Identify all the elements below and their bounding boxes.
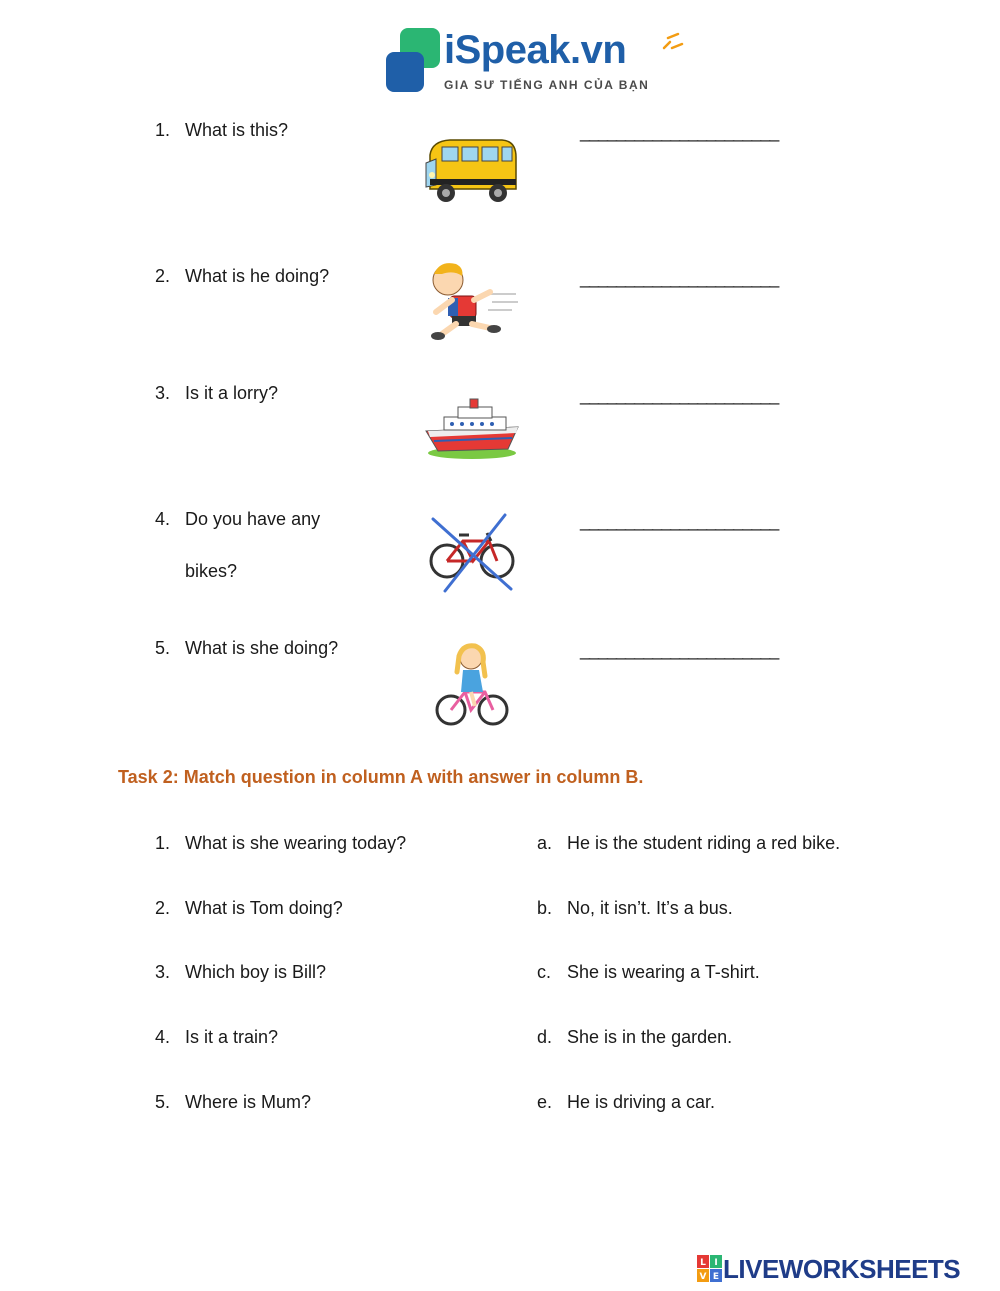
answer-blank-5[interactable]: ______________________ [580, 640, 779, 660]
running-boy-picture [420, 258, 520, 343]
task1-question-4: 4. Do you have any [155, 509, 321, 529]
liveworksheets-badge-icon [697, 1255, 723, 1283]
ispeak-logo [384, 26, 684, 98]
ispeak-logo-icon [384, 26, 444, 98]
liveworksheets-footer [697, 1254, 960, 1284]
column-b-item-e: e. He is driving a car. [537, 1092, 716, 1112]
badge-letter-v: V [699, 1272, 707, 1282]
badge-letter-i: I [714, 1258, 718, 1268]
column-b-item-b: b. No, it isn’t. It’s a bus. [537, 898, 733, 918]
answer-blank-1[interactable]: ______________________ [580, 122, 779, 142]
logo-tagline: GIA SƯ TIẾNG ANH CỦA BẠN [444, 78, 650, 92]
liveworksheets-wordmark: LIVEWORKSHEETS [723, 1253, 961, 1284]
task2-title: Task 2: Match question in column A with answer in column B. [118, 767, 644, 787]
column-a-item-3: 3. Which boy is Bill? [155, 962, 327, 982]
ship-picture [420, 395, 520, 463]
column-a-item-2: 2. What is Tom doing? [155, 898, 343, 918]
column-b-item-c: c. She is wearing a T-shirt. [537, 962, 760, 982]
column-b-item-d: d. She is in the garden. [537, 1027, 733, 1047]
answer-blank-3[interactable]: ______________________ [580, 385, 779, 405]
badge-letter-l: L [700, 1258, 706, 1268]
school-bus-picture [420, 135, 520, 210]
task1-question-5: 5. What is she doing? [155, 638, 339, 658]
column-a-item-1: 1. What is she wearing today? [155, 833, 407, 853]
girl-riding-bike-picture [435, 642, 510, 730]
task1-question-3: 3. Is it a lorry? [155, 383, 279, 403]
task1-question-4-continued: bikes? [185, 561, 238, 581]
answer-blank-4[interactable]: ______________________ [580, 511, 779, 531]
logo-spark-icon [660, 30, 684, 52]
column-a-item-5: 5. Where is Mum? [155, 1092, 312, 1112]
task1-question-1: 1. What is this? [155, 120, 289, 140]
task1-question-2: 2. What is he doing? [155, 266, 330, 286]
answer-blank-2[interactable]: ______________________ [580, 268, 779, 288]
crossed-bike-picture [425, 513, 520, 593]
column-b-item-a: a. He is the student riding a red bike. [537, 833, 841, 853]
badge-letter-e: E [712, 1272, 720, 1282]
logo-wordmark: iSpeak.vn [444, 28, 627, 72]
column-a-item-4: 4. Is it a train? [155, 1027, 279, 1047]
